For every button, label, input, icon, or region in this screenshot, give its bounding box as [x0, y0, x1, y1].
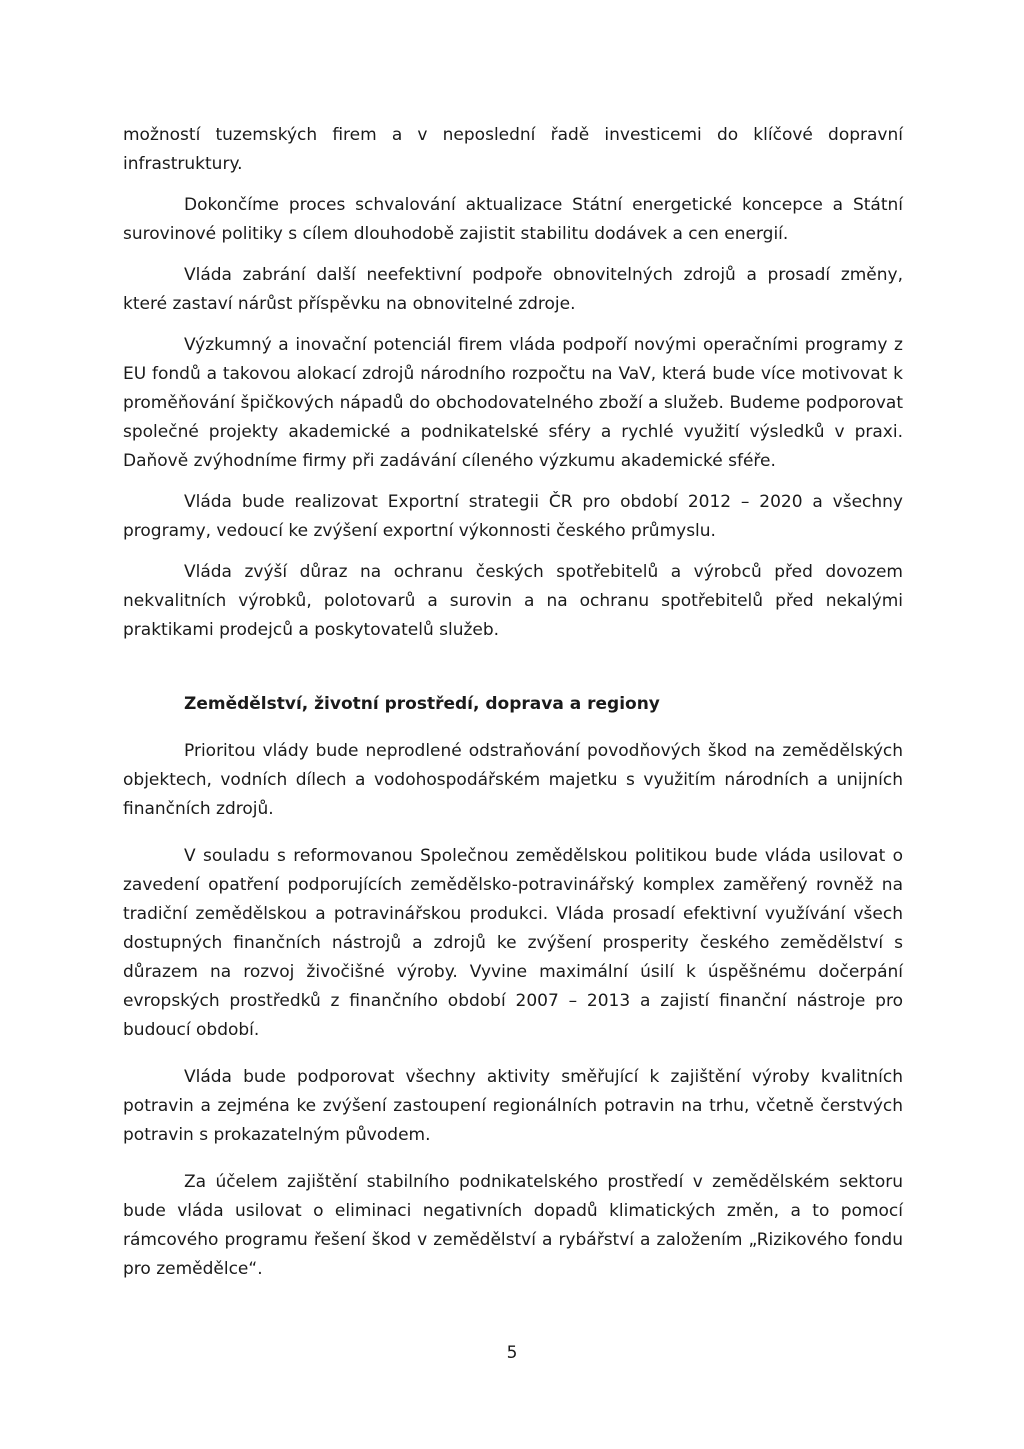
- paragraph-export-strategy: Vláda bude realizovat Exportní strategii ČR pro období 2012 – 2020 a všechny programy, vedoucí ke zvýšení exportní výkonnosti českého průmyslu.: [123, 492, 903, 541]
- document-body: [123, 121, 903, 1284]
- paragraph-agricultural-policy: V souladu s reformovanou Společnou zemědělskou politikou bude vláda usilovat o zavedení opatření podporujících zemědělsko-potravinářský komplex zaměřený rovněž na tradiční zemědělskou a potravinářskou produkci. Vláda prosadí efektivní využívání všech dostupných finančních nástrojů a zdrojů ke zvýšení prosperity českého zemědělství s důrazem na rozvoj živočišné výroby. Vyvine maximální úsilí k úspěšnému dočerpání evropských prostředků z finančního období 2007 – 2013 a zajistí finanční nástroje pro budoucí období.: [123, 846, 903, 1040]
- paragraph-research-innovation: Výzkumný a inovační potenciál firem vláda podpoří novými operačními programy z EU fondů a takovou alokací zdrojů národního rozpočtu na VaV, která bude více motivovat k proměňování špičkových nápadů do obchodovatelného zboží a služeb. Budeme podporovat společné projekty akademické a podnikatelské sféry a rychlé využití výsledků v praxi. Daňově zvýhodníme firmy při zadávání cíleného výzkumu akademické sféře.: [123, 335, 903, 471]
- paragraph-renewables: Vláda zabrání další neefektivní podpoře obnovitelných zdrojů a prosadí změny, které zastaví nárůst příspěvku na obnovitelné zdroje.: [123, 265, 903, 314]
- paragraph-continuation: možností tuzemských firem a v neposlední řadě investicemi do klíčové dopravní infrastruktury.: [123, 125, 903, 174]
- section-heading: Zemědělství, životní prostředí, doprava a regiony: [184, 694, 660, 714]
- paragraph-food-quality: Vláda bude podporovat všechny aktivity směřující k zajištění výroby kvalitních potravin a zejména ke zvýšení zastoupení regionálních potravin na trhu, včetně čerstvých potravin s prokazatelným původem.: [123, 1067, 903, 1145]
- page-number: 5: [506, 1343, 518, 1363]
- paragraph-energy-concept: Dokončíme proces schvalování aktualizace Státní energetické koncepce a Státní surovinové politiky s cílem dlouhodobě zajistit stabilitu dodávek a cen energií.: [123, 195, 903, 244]
- paragraph-consumer-protection: Vláda zvýší důraz na ochranu českých spotřebitelů a výrobců před dovozem nekvalitních výrobků, polotovarů a surovin a na ochranu spotřebitelů před nekalými praktikami prodejců a poskytovatelů služeb.: [123, 562, 903, 640]
- paragraph-risk-fund: Za účelem zajištění stabilního podnikatelského prostředí v zemědělském sektoru bude vláda usilovat o eliminaci negativních dopadů klimatických změn, a to pomocí rámcového programu řešení škod v zemědělství a rybářství a založením „Rizikového fondu pro zemědělce“.: [123, 1172, 903, 1279]
- paragraph-flood-damage: Prioritou vlády bude neprodlené odstraňování povodňových škod na zemědělských objektech, vodních dílech a vodohospodářském majetku s využitím národních a unijních finančních zdrojů.: [123, 741, 903, 819]
